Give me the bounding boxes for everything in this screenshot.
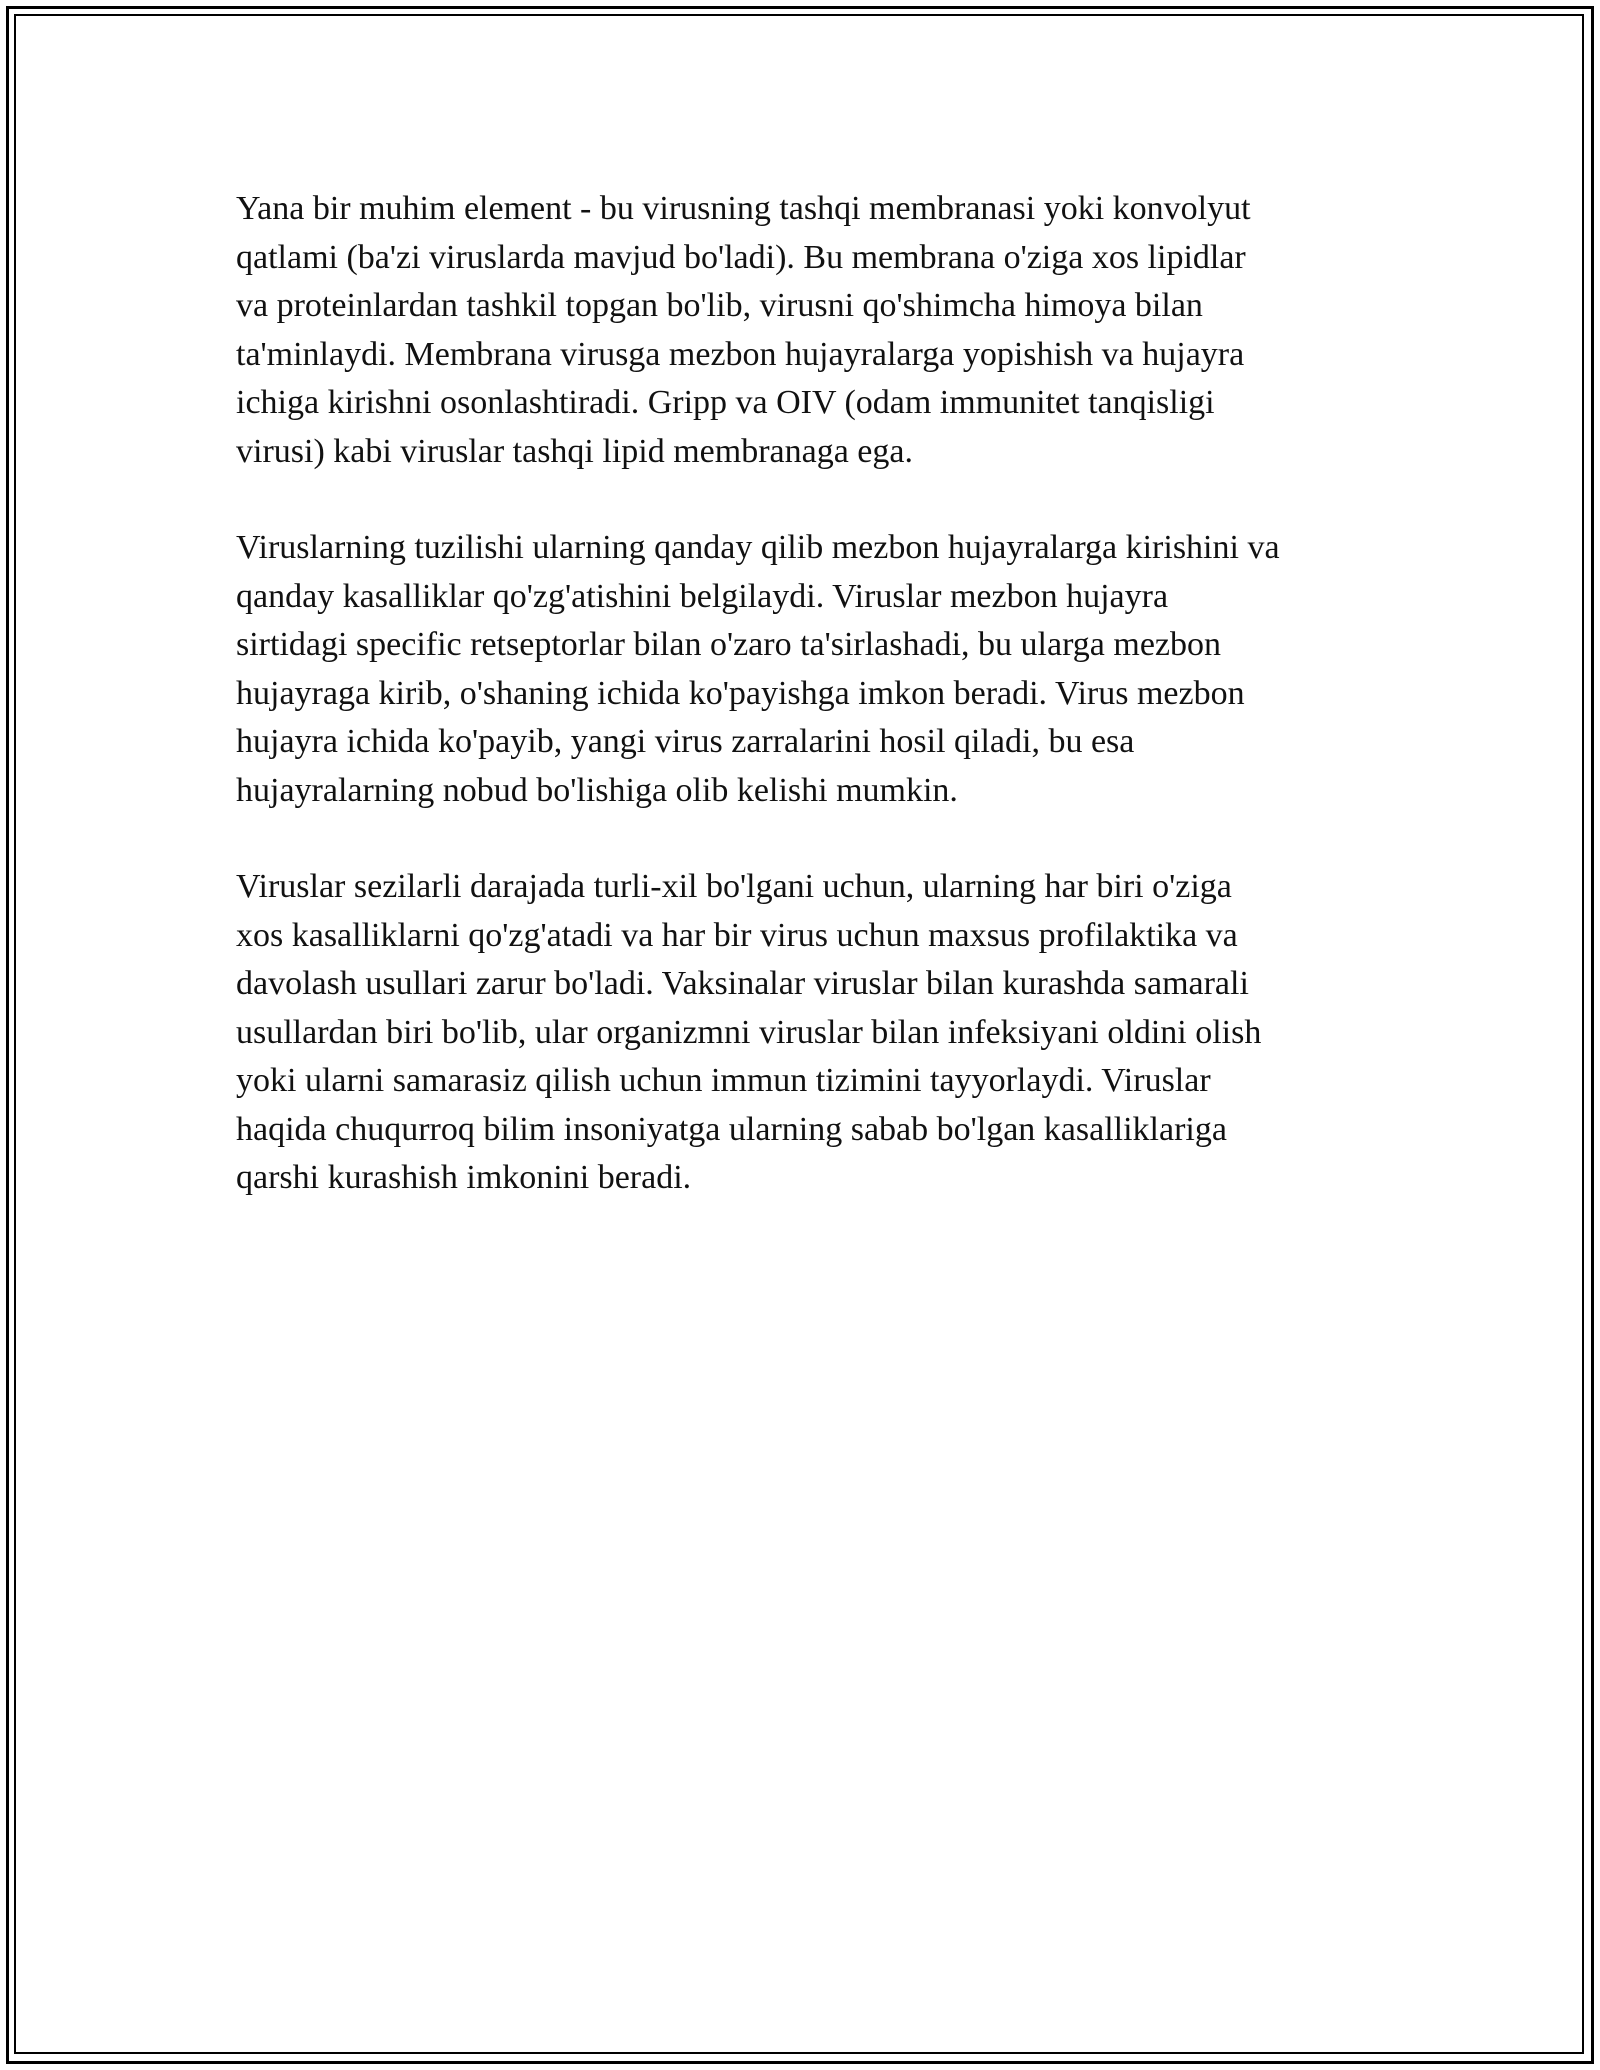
document-body [236,185,1376,1251]
paragraph-2: Viruslarning tuzilishi ularning qanday qilib mezbon hujayralarga kirishini va qanday kasalliklar qo'zg'atishini belgilaydi. Viruslar mezbon hujayra sirtidagi specific retseptorlar bilan o'zaro ta'sirlashadi, bu ularga mezbon hujayraga kirib, o'shaning ichida ko'payishga imkon beradi. Virus mezbon hujayra ichida ko'payib, yangi virus zarralarini hosil qiladi, bu esa hujayralarning nobud bo'lishiga olib kelishi mumkin. [236,529,1280,809]
paragraph-3: Viruslar sezilarli darajada turli-xil bo'lgani uchun, ularning har biri o'ziga xos kasalliklarni qo'zg'atadi va har bir virus uchun maxsus profilaktika va davolash usullari zarur bo'ladi. Vaksinalar viruslar bilan kurashda samarali usullardan biri bo'lib, ular organizmni viruslar bilan infeksiyani oldini olish yoki ularni samarasiz qilish uchun immun tizimini tayyorlaydi. Viruslar haqida chuqurroq bilim insoniyatga ularning sabab bo'lgan kasalliklariga qarshi kurashish imkonini beradi. [236,868,1262,1196]
paragraph-1: Yana bir muhim element - bu virusning tashqi membranasi yoki konvolyut qatlami (ba'zi viruslarda mavjud bo'ladi). Bu membrana o'ziga xos lipidlar va proteinlardan tashkil topgan bo'lib, virusni qo'shimcha himoya bilan ta'minlaydi. Membrana virusga mezbon hujayralarga yopishish va hujayra ichiga kirishni osonlashtiradi. Gripp va OIV (odam immunitet tanqisligi virusi) kabi viruslar tashqi lipid membranaga ega. [236,190,1251,470]
